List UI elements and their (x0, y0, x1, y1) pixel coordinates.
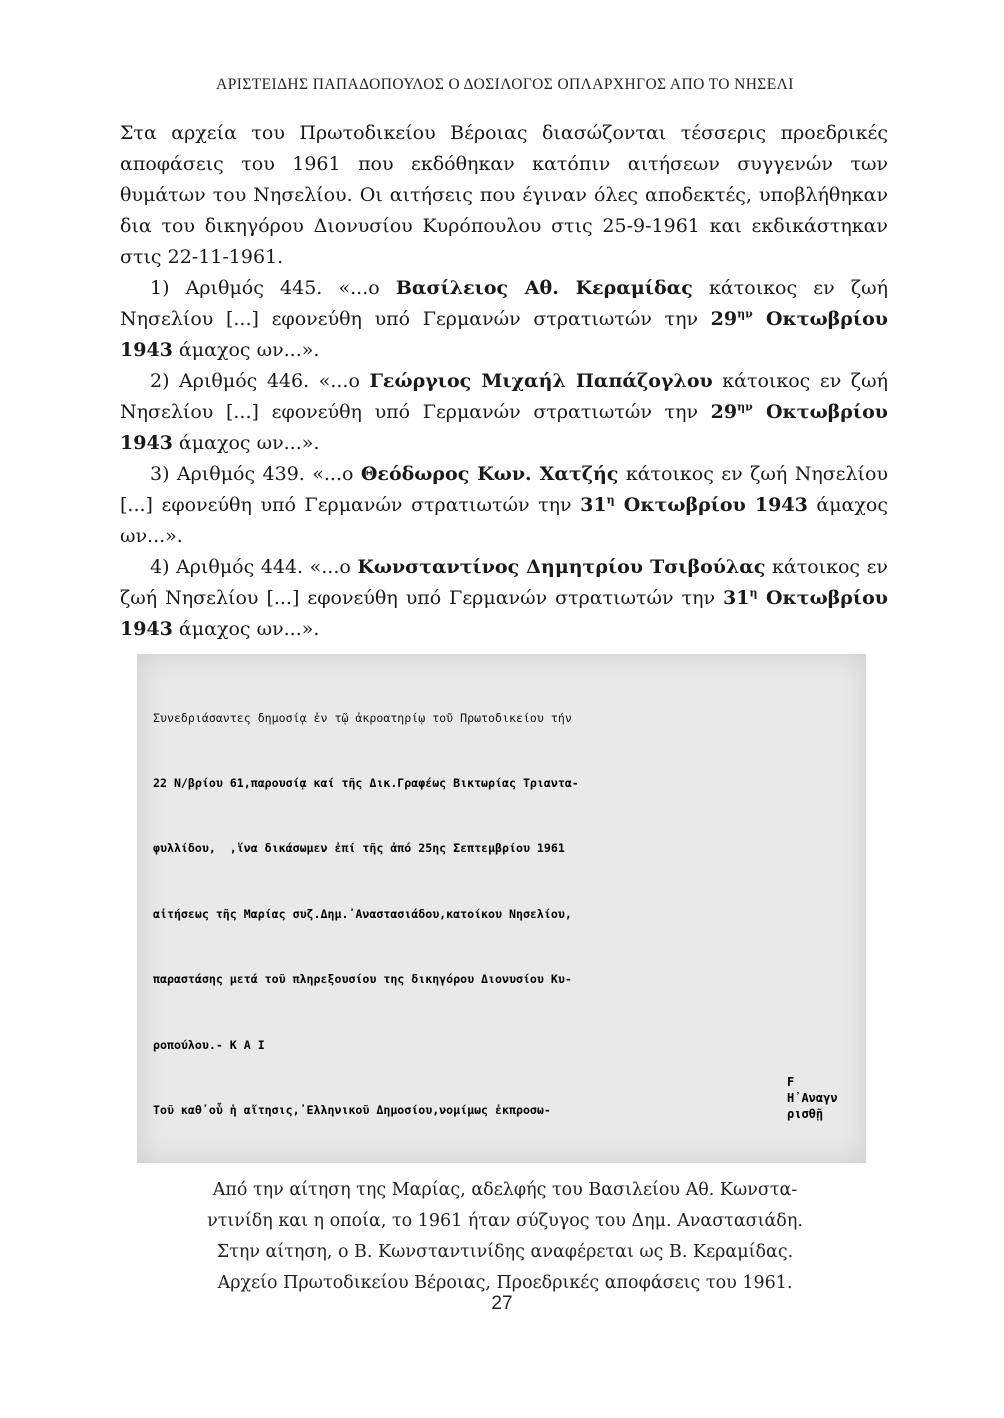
date-suffix: ην (737, 400, 753, 414)
figure-caption (130, 1175, 880, 1299)
caption-line: Από την αίτηση της Μαρίας, αδελφής του Βασιλείου Αθ. Κωνστα- (212, 1180, 798, 1200)
archival-document-scan (137, 654, 866, 1163)
entry-text: κάτοικος εν ζωή Νησελίου [...] εφονεύθη υπό Γερμανών στρατιωτών την (120, 370, 888, 423)
margin-note-line: Η᾿Αναγν (787, 1091, 838, 1105)
date-day: 31 (723, 587, 750, 609)
entry-text: κάτοικος εν ζωή Νησελίου [...] εφονεύθη υπό Γερμανών στρατιωτών την (120, 556, 888, 609)
date-suffix: η (749, 586, 758, 600)
scan-line: φυλλίδου, ,ἵνα δικάσωμεν ἐπί τῆς ἀπό 25ης Σεπτεμβρίου 1961 (153, 841, 565, 856)
entry-3 (120, 459, 888, 552)
entry-suffix: άμαχος ων...». (172, 432, 320, 454)
date-month: Οκτωβρίου 1943 (120, 401, 888, 454)
caption-line: Στην αίτηση, ο Β. Κωνσταντινίδης αναφέρεται ως Β. Κεραμίδας. (216, 1242, 794, 1262)
main-text (120, 118, 888, 645)
caption-line: Αρχείο Πρωτοδικείου Βέροιας, Προεδρικές αποφάσεις του 1961. (217, 1273, 793, 1293)
caption-line: ντινίδη και η οποία, το 1961 ήταν σύζυγος του Δημ. Αναστασιάδη. (207, 1211, 803, 1231)
scan-line: 22 Ν/βρίου 61,παρουσίᾳ καί τῆς Δικ.Γραφέως Βικτωρίας Τριαντα- (153, 775, 579, 790)
entry-2 (120, 366, 888, 459)
scan-line: Τοῦ καθ᾿οὗ ἡ αἴτησις,᾿Ελληνικοῦ Δημοσίου,νομίμως ἐκπροσω- (153, 1102, 551, 1117)
entry-text: κάτοικος εν ζωή Νησελίου [...] εφονεύθη υπό Γερμανών στρατιωτών την (120, 463, 888, 516)
victim-name: Γεώργιος Μιχαήλ Παπάζογλου (369, 370, 713, 392)
entry-4 (120, 552, 888, 645)
date-month: Οκτωβρίου 1943 (120, 308, 888, 361)
margin-note-line: ρισθῇ (787, 1107, 824, 1121)
entry-suffix: άμαχος ων...». (172, 339, 320, 361)
entry-text: κάτοικος εν ζωή Νησελίου [...] εφονεύθη υπό Γερμανών στρατιωτών την (120, 277, 889, 330)
entry-prefix: 1) Αριθμός 445. «...ο (150, 277, 396, 299)
intro-paragraph: Στα αρχεία του Πρωτοδικείου Βέροιας διασώζονται τέσσερις προεδρικές αποφάσεις του 1961 που εκδόθηκαν κατόπιν αιτήσεων συγγενών των θυμάτων του Νησελίου. Οι αιτήσεις που έγιναν όλες αποδεκτές, υποβλήθηκαν δια του δικηγόρου Διονυσίου Κυρόπουλου στις 25-9-1961 και εκδικάστηκαν στις 22-11-1961. (120, 122, 888, 268)
scan-typewritten-text (153, 664, 783, 1163)
entry-suffix: άμαχος ων...». (172, 618, 320, 640)
scan-margin-note (787, 1074, 865, 1122)
entry-suffix: άμαχος ων...». (120, 494, 888, 547)
entry-1 (120, 273, 888, 366)
entry-prefix: 4) Αριθμός 444. «...ο (150, 556, 358, 578)
victim-name: Κωνσταντίνος Δημητρίου Τσιβούλας (357, 556, 766, 578)
page-number: 27 (491, 1293, 513, 1314)
victim-name: Βασίλειος Αθ. Κεραμίδας (395, 277, 693, 299)
entry-prefix: 2) Αριθμός 446. «...ο (150, 370, 370, 392)
entry-prefix: 3) Αριθμός 439. «...ο (150, 463, 361, 485)
scan-line: Συνεδριάσαντες δημοσίᾳ ἐν τῷ ἀκροατηρίῳ τοῦ Πρωτοδικείου τήν (153, 710, 572, 725)
running-header: ΑΡΙΣΤΕΙΔΗΣ ΠΑΠΑΔΟΠΟΥΛΟΣ Ο ΔΟΣΙΛΟΓΟΣ ΟΠΛΑΡΧΗΓΟΣ ΑΠΟ ΤΟ ΝΗΣΕΛΙ (216, 76, 794, 93)
scan-line: ροπούλου.- Κ Α Ι (153, 1037, 265, 1052)
date-month: Οκτωβρίου 1943 (614, 494, 808, 516)
date-suffix: η (606, 493, 615, 507)
scan-line: παραστάσης μετά τοῦ πληρεξουσίου της δικηγόρου Διονυσίου Κυ- (153, 972, 572, 987)
scan-line: αἰτήσεως τῆς Μαρίας συζ.Δημ.᾿Αναστασιάδου,κατοίκου Νησελίου, (153, 906, 572, 921)
date-day: 31 (580, 494, 607, 516)
date-day: 29 (710, 308, 738, 330)
date-day: 29 (710, 401, 738, 423)
entry-date (580, 494, 808, 516)
date-month: Οκτωβρίου 1943 (120, 587, 888, 640)
date-suffix: ην (737, 307, 753, 321)
victim-name: Θεόδωρος Κων. Χατζής (360, 463, 619, 485)
margin-note-line: F (787, 1075, 795, 1089)
